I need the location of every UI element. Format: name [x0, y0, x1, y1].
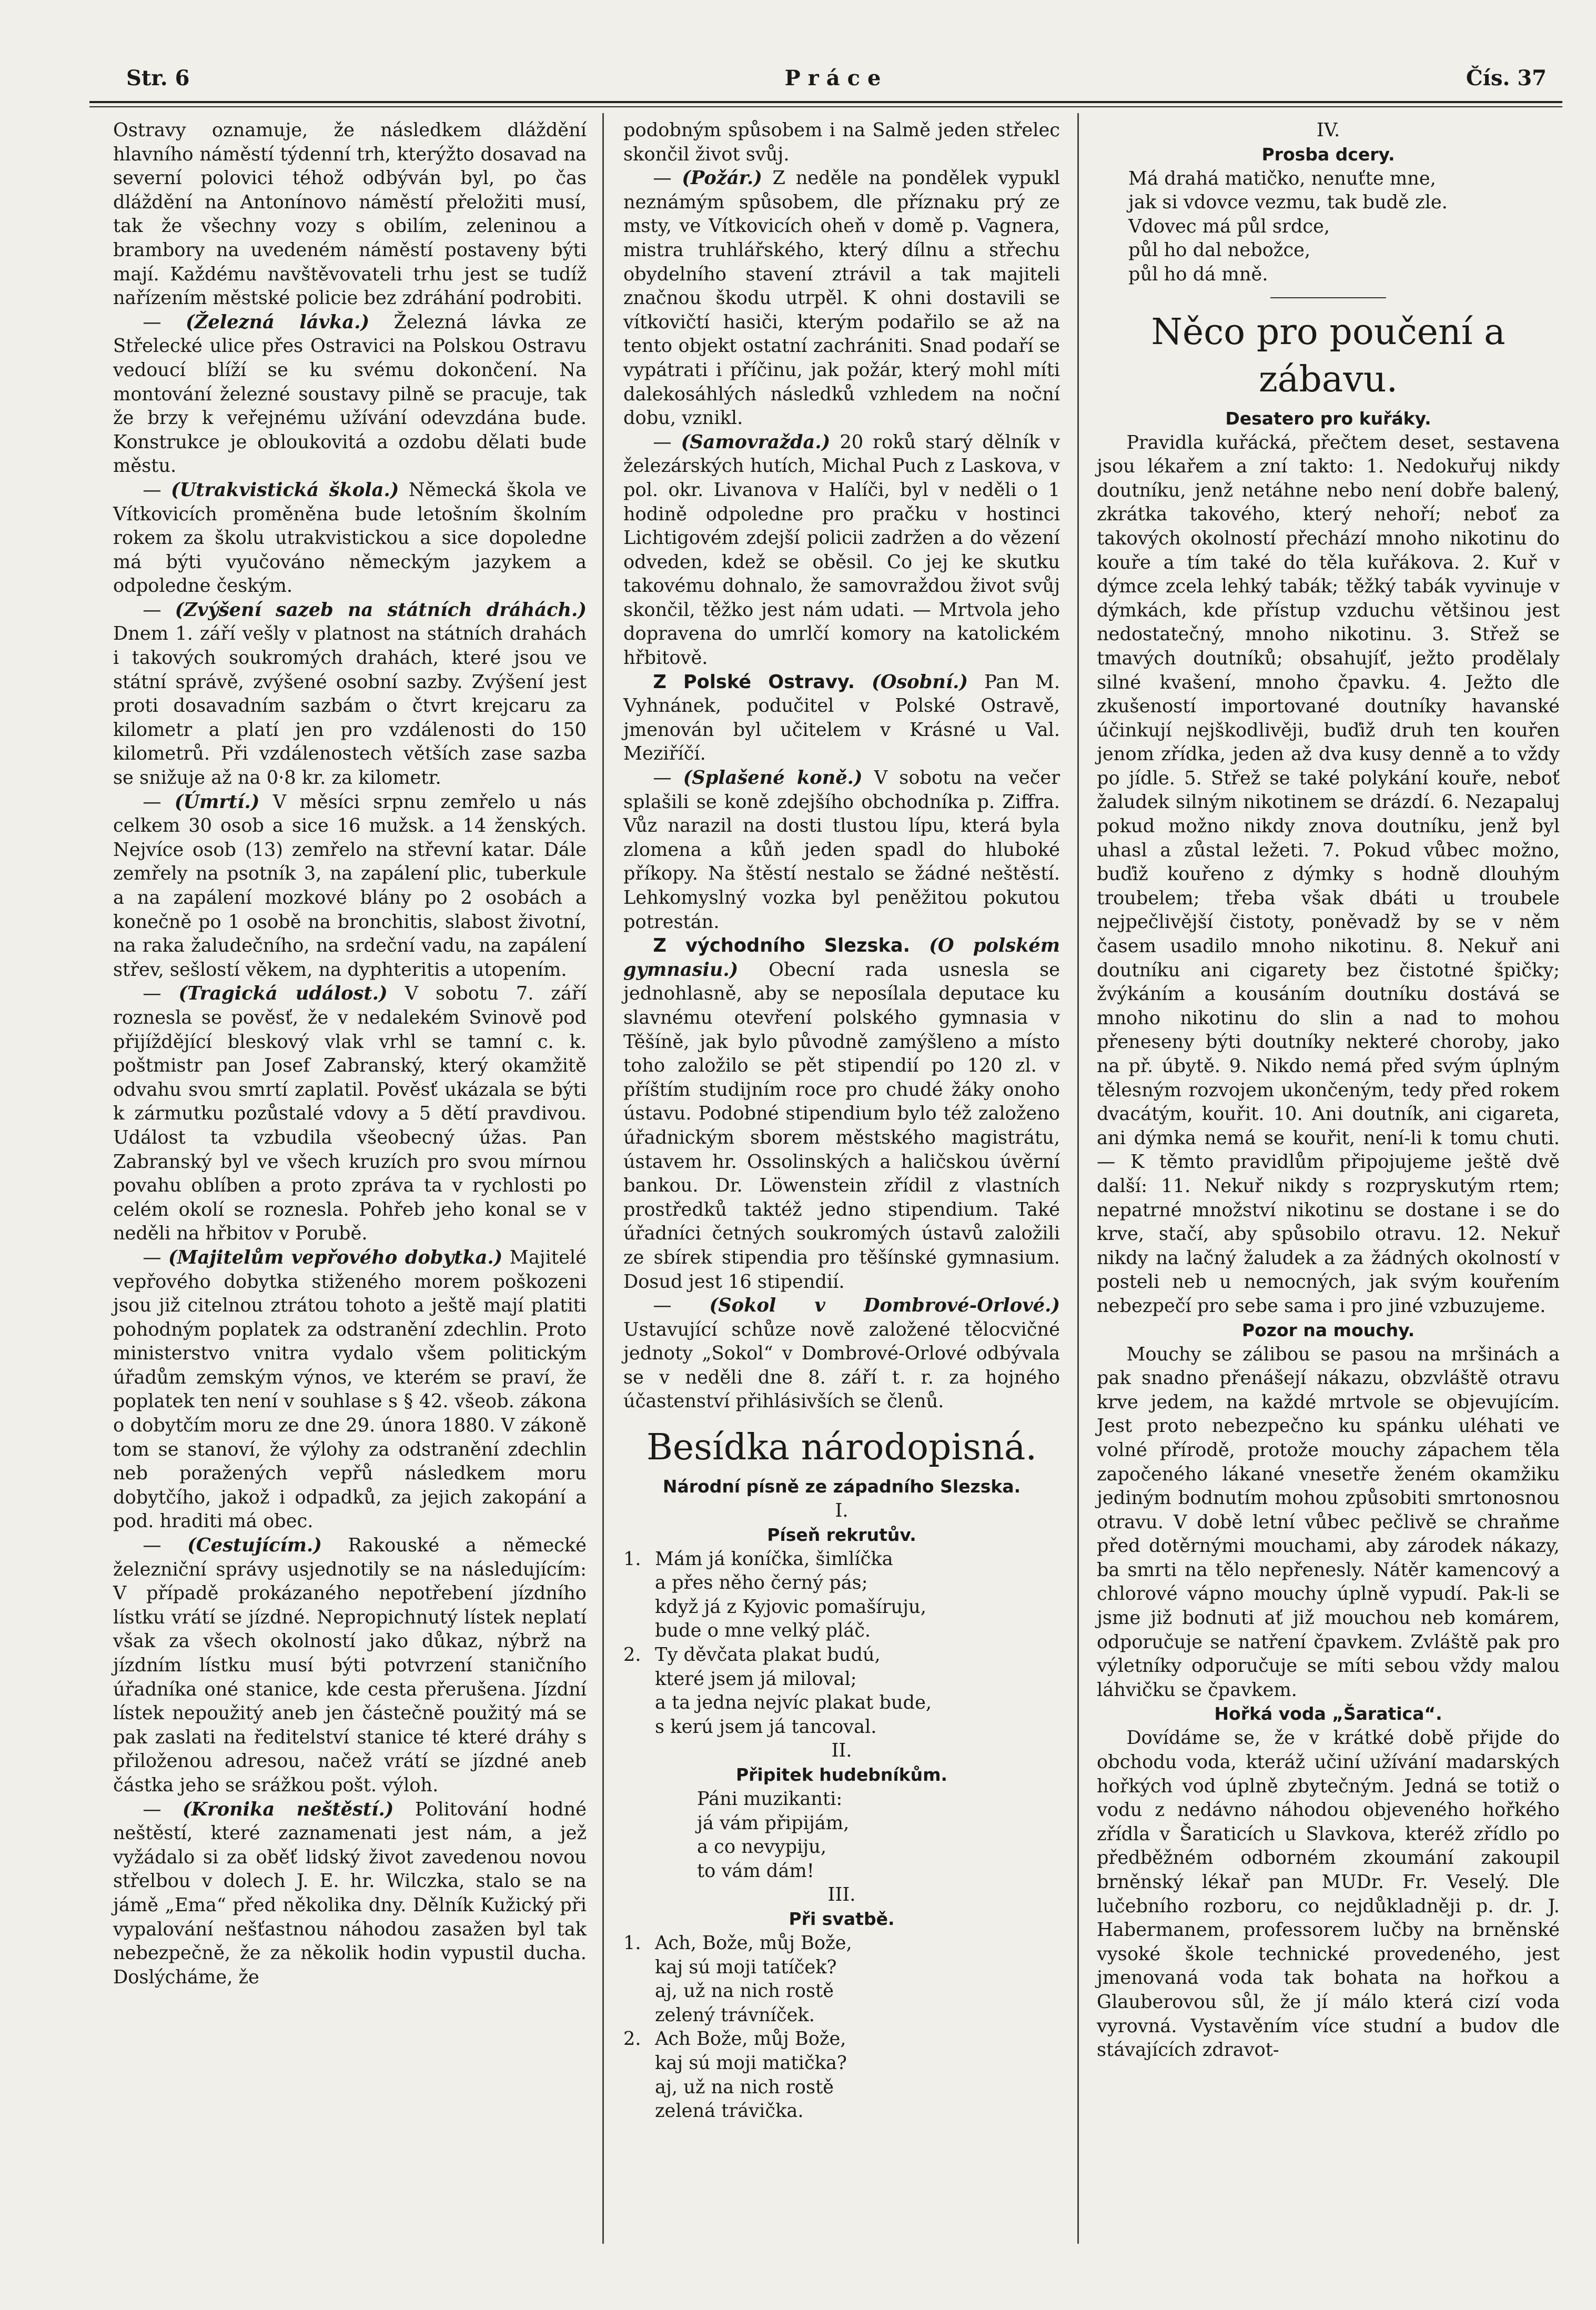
paragraph-text: Majitelé vepřového dobytka stiženého morem poškozeni jsou již citelnou ztrátou tohoto a ještě mají platiti pohodným poplatek za odstranění zdechlin. Proto ministerstvo vnitra vydalo všem politickým úřadům zemským výnos, ve kterém se praví, že poplatek ten není v souhlase s § 42. všeob. zákona o dobytčím moru ze dne 29. února 1880. V zákoně tom se stanoví, že výlohy za odstranění zdechlin neb poražených vepřů následkem moru dobytčího, jakož i odpadků, za jejich zakopání a pod. hraditi má obec. [113, 1246, 587, 1532]
poem-line: jak si vdovce vezmu, tak budě zle. [1128, 191, 1448, 214]
news-paragraph: — (Cestujícím.) Rakouské a německé železniční správy usjednotily se na následujícím: V případě prokázaného nepotřebení jízdního lístku vrátí se jízdné. Nepropichnutý lístek neplatí však za všech okolností jako důkaz, nýbrž na jízdním lístku musí býti potvrzení staničního úřadníka oné stanice, kde cesta přerušena. Jízdní lístek nepoužitý aneb jen částečně použitý má se pak zaslati na ředitelství stanice té které dráhy s přiloženou adresou, načež vrátí se jízdné aneb částka jeho se srážkou pošt. výloh. [113, 1535, 587, 1796]
verse-text: Ty děvčata plakat budú, [655, 1644, 881, 1666]
song-verse [623, 1931, 1060, 2027]
item-heading: (Sokol v Dombrové-Orlové.) [709, 1295, 1060, 1317]
item-heading: (Splašené koně.) [683, 767, 863, 789]
place-heading: Z Polské Ostravy. [653, 671, 872, 693]
paragraph-text: 20 roků starý dělník v železárských hutích, Michal Puch z Laskova, v pol. okr. Livanova v Halíči, byl v neděli o 1 hodině odpoledne pro pračku v hostinci Lichtigovém zdejší policii zadržen a do vězení odveden, kdež se oběsil. Co jej ke skutku takovému dohnalo, že samovraždou život svůj skončil, těžko jest nám udati. — Mrtvola jeho dopravena do umrlčí komory na katolickém hřbitově. [623, 431, 1060, 669]
verse-text: a přes něho černý pás; [655, 1572, 868, 1594]
verse-line [655, 1571, 1060, 1595]
news-paragraph: — (Splašené koně.) V sobotu na večer splašili se koně zdejšího obchodníka p. Ziffra. Vůz narazil na dosti tlustou lípu, která byla zlomena a kůň jeden spadl do hluboké příkopy. Na štěstí nestalo se žádné neštěstí. Lehkomyslný vozka byl peněžitou pokutou potrestán. [623, 767, 1060, 933]
issue-number: Čís. 37 [1466, 66, 1547, 90]
poem-line: půl ho dal nebožce, [1128, 239, 1311, 261]
article-title: Pozor na mouchy. [1241, 1319, 1415, 1340]
verse-text: a co nevypiju, [697, 1836, 827, 1858]
paragraph-text: Pan M. Vyhnánek, podučitel v Polské Ostravě, jmenován byl učitelem v Krásné u Val. Meziříčí. [623, 671, 1060, 765]
poem-line: Vdovec má půl srdce, [1128, 215, 1330, 237]
news-paragraph: — (Železná lávka.) Železná lávka ze Střelecké ulice přes Ostravici na Polskou Ostravu vedoucí blíží se ku svému dokončení. Na montování železné soustavy pilně se pracuje, tak že brzy k veřejnému užívání odevzdána bude. Konstrukce je obloukovitá a ozdobu dělati bude městu. [113, 311, 587, 477]
verse-line [655, 1715, 1060, 1739]
item-heading: (Úmrtí.) [174, 791, 260, 813]
item-heading: (Majitelům vepřového dobytka.) [168, 1246, 503, 1268]
item-heading: (Kronika neštěstí.) [182, 1798, 394, 1820]
paragraph-text: Ustavující schůze nově založené tělocvičné jednoty „Sokol“ v Dombrové-Orlové odbývala se v neděli dne 8. září t. r. za hojného účastenství přihlásivších se členů. [623, 1318, 1060, 1413]
verse-line [655, 1667, 1060, 1691]
news-paragraph: — (Kronika neštěstí.) Politování hodné neštěstí, které zaznamenati jest nám, a jež vyžádalo si za oběť lidský život zavedenou novou střelbou v dolech J. E. hr. Wilczka, stalo se na jámě „Ema“ před několika dny. Dělník Kužický při vypalování nešťastnou náhodou zasažen byl tak nebezpečně, že za několik hodin vypustil ducha. Doslýcháme, že [113, 1798, 587, 1988]
item-heading: (Osobní.) [872, 671, 968, 693]
verse-text: aj, už na nich rostě [655, 2076, 834, 2098]
song-verse [623, 2027, 1060, 2123]
verse-line [623, 1931, 1060, 1955]
verse-line [655, 1595, 1060, 1619]
item-heading: (O polském gymnasiu.) [623, 935, 1060, 981]
news-paragraph: — (Majitelům vepřového dobytka.) Majitelé vepřového dobytka stiženého morem poškozeni jsou již citelnou ztrátou tohoto a ještě mají platiti pohodným poplatek za odstranění zdechlin. Proto ministerstvo vnitra vydalo všem politickým úřadům zemským výnos, ve kterém se praví, že poplatek ten není v souhlase s § 42. všeob. zákona o dobytčím moru ze dne 29. února 1880. V zákoně tom se stanoví, že výlohy za odstranění zdechlin neb poražených vepřů následkem moru dobytčího, jakož i odpadků, za jejich zakopání a pod. hraditi má obec. [113, 1246, 587, 1532]
verse-line [697, 1811, 1060, 1835]
verse-line [655, 2099, 1060, 2123]
paragraph-text: Ostravy oznamuje, že následkem dláždění hlavního náměstí týdenní trh, kterýžto dosavad na severní polovici téhož odbýván byl, po čas dláždění na Antonínovo náměstí přeložiti musí, tak že všechny vozy s obilím, zeleninou a brambory na uvedeném náměstí postaveny býti mají. Každému navštěvovateli trhu jest se tudíž nařízením městské policie bez zdráhání podrobiti. [113, 119, 587, 309]
column-divider-2 [1077, 113, 1079, 2244]
verse-line [623, 1643, 1060, 1667]
verse-line [655, 1691, 1060, 1715]
column-2 [623, 118, 1060, 2123]
verse-line [655, 1979, 1060, 2003]
paragraph-text: V sobotu 7. září roznesla se pověsť, že v nedalekém Svinově pod přijíždějící bleskový vlak vrhl se tamní c. k. poštmistr pan Josef Zabranský, který okamžitě odvahu svou smrtí zaplatil. Pověsť ukázala se býti k zármutku pozůstalé vdovy a 5 dětí pravdivou. Událost ta vzbudila všeobecný úžas. Pan Zabranský byl ve všech kruzích pro svou mírnou povahu oblíben a proto zpráva ta v rychlosti po celém okolí se roznesla. Pohřeb jeho konal se v neděli na hřbitov v Porubě. [113, 983, 587, 1245]
page-number: Str. 6 [126, 66, 190, 90]
verse-line [623, 2027, 1060, 2051]
verse-line [655, 1619, 1060, 1643]
song-number: III. [827, 1884, 856, 1906]
verse-text: Ach Bože, můj Bože, [655, 2028, 846, 2050]
column-3 [1097, 118, 1560, 2062]
column-divider-1 [602, 113, 604, 2244]
verse-number: 2. [623, 1644, 641, 1666]
verse-text: s kerú jsem já tancoval. [655, 1716, 877, 1738]
paragraph-text: Dnem 1. září vešly v platnost na státních drahách i takových soukromých drahách, které jsou ve státní správě, zvýšené osobní sazby. Zvýšení jest proti dosavadním sazbám o čtvrt krejcaru za kilometr a platí jen pro vzdálenosti do 150 kilometrů. Při vzdálenostech větších zase sazba se snižuje až na 0·8 kr. za kilometr. [113, 623, 587, 789]
section-title: Besídka národopisná. [646, 1427, 1037, 1469]
newspaper-title: Práce [784, 66, 888, 90]
paragraph-text: V sobotu na večer splašili se koně zdejšího obchodníka p. Ziffra. Vůz narazil na dosti tlustou lípu, která byla zlomena a kůň jeden spadl do hluboké příkopy. Na štěstí nestalo se žádné neštěstí. Lehkomyslný vozka byl peněžitou pokutou potrestán. [623, 767, 1060, 933]
news-paragraph: — (Utrakvistická škola.) Německá škola ve Vítkovicích proměněna bude letošním školním rokem za školu utrakvistickou a sice dopoledne má býti vyučováno německým jazykem a odpoledne českým. [113, 479, 587, 597]
verse-line [655, 1955, 1060, 1980]
poem-line: půl ho dá mně. [1128, 263, 1268, 285]
article-title: Hořká voda „Šaratica“. [1214, 1703, 1442, 1724]
verse-line [697, 1835, 1060, 1859]
verse-text: Páni muzikanti: [697, 1788, 843, 1810]
verse-text: a ta jedna nejvíc plakat bude, [655, 1692, 932, 1714]
verse-line [697, 1859, 1060, 1883]
poem-number: IV. [1316, 119, 1340, 141]
news-paragraph: — (Zvýšení sazeb na státních dráhách.) Dnem 1. září vešly v platnost na státních drahách i takových soukromých drahách, které jsou ve státní správě, zvýšené osobní sazby. Zvýšení jest proti dosavadním sazbám o čtvrt krejcaru za kilometr a platí jen pro vzdálenosti do 150 kilometrů. Při vzdálenostech větších zase sazba se snižuje až na 0·8 kr. za kilometr. [113, 599, 587, 789]
news-paragraph [623, 670, 1060, 766]
poem-body [1097, 167, 1560, 287]
song-verse [623, 1787, 1060, 1883]
verse-number: 1. [623, 1548, 641, 1570]
verse-text: bude o mne velký pláč. [655, 1620, 871, 1642]
news-paragraph: — (Požár.) Z neděle na pondělek vypukl neznámým spůsobem, dle příznaku prý ze msty, ve Vítkovicích oheň v domě p. Vagnera, mistra truhlářského, který dílnu a střechu obydelního stavení ztrávil a tak majiteli značnou škodu utrpěl. K ohni dostavili se vítkovičtí hasiči, kterým podařilo se až na tento objekt ostatní zachrániti. Snad podaří se vypátrati i příčinu, jak požár, který mohl míti dalekosáhlých následků vzhledem na noční dobu, vznikl. [623, 167, 1060, 429]
item-heading: (Samovražda.) [681, 431, 831, 453]
poem-line: Má drahá matičko, nenuťte mne, [1128, 167, 1436, 189]
song-title: Připitek hudebníkům. [735, 1764, 948, 1785]
article-paragraph: Mouchy se zálibou se pasou na mršinách a pak snadno přenášejí nákazu, obzvláště otravu krve jedem, na každé mrtvole se objevujícím. Jest proto nebezpečno ku spánku uléhati ve volné přírodě, protože mouchy zápachem těla započeného lákané vnesetře ženém okamžiku jediným bodnutím mohou způsobiti smrtonosnou otravu. V době letní vůbec pečlivě se chraňme před dotěrnými mouchami, aby zárodek nákazy, ba smrti na tělo nepřenesly. Nátěr kamencový a chlorové vápno mouchy úplně vypudí. Pak-li se jsme již bodnuti ať již mouchou neb komárem, odporučuje se natření čpavkem. Zvláště pak pro výletníky odporučuje se míti sebou vždy malou láhvičku se čpavkem. [1097, 1343, 1560, 1701]
verse-text: to vám dám! [697, 1860, 814, 1882]
header-rule [89, 101, 1562, 103]
news-paragraph: — (Sokol v Dombrové-Orlové.) Ustavující schůze nově založené tělocvičné jednoty „Sokol“ v Dombrové-Orlové odbývala se v neděli dne 8. září t. r. za hojného účastenství přihlásivších se členů. [623, 1295, 1060, 1413]
verse-number: 2. [623, 2028, 641, 2050]
paragraph-text: Politování hodné neštěstí, které zaznamenati jest nám, a jež vyžádalo si za oběť lidský život zavedenou novou střelbou v dolech J. E. hr. Wilczka, stalo se na jámě „Ema“ před několika dny. Dělník Kužický při vypalování nešťastnou náhodou zasažen byl tak nebezpečně, že za několik hodin vypustil ducha. Doslýcháme, že [113, 1798, 587, 1988]
song-title: Při svatbě. [789, 1908, 895, 1929]
article-title: Desatero pro kuřáky. [1225, 408, 1431, 429]
verse-text: já vám připijám, [697, 1812, 850, 1834]
paragraph-text: Rakouské a německé železniční správy usjednotily se na následujícím: V případě prokázaného nepotřebení jízdního lístku vrátí se jízdné. Nepropichnutý lístek neplatí však za všech okolností jako důkaz, nýbrž na jízdním lístku musí býti potvrzení staničního úřadníka oné stanice, kde cesta přerušena. Jízdní lístek nepoužitý aneb jen částečně použitý má se pak zaslati na ředitelství stanice té které dráhy s přiloženou adresou, načež vrátí se jízdné aneb částka jeho se srážkou pošt. výloh. [113, 1535, 587, 1796]
paragraph-text: podobným spůsobem i na Salmě jeden střelec skončil život svůj. [623, 119, 1060, 165]
song-number: I. [835, 1500, 848, 1522]
verse-text: kaj sú moji tatíček? [655, 1956, 837, 1978]
item-heading: (Tragická událost.) [178, 983, 388, 1005]
verse-text: když já z Kyjovic pomašíruju, [655, 1596, 926, 1618]
news-paragraph: — (Tragická událost.) V sobotu 7. září roznesla se pověsť, že v nedalekém Svinově pod přijíždějící bleskový vlak vrhl se tamní c. k. poštmistr pan Josef Zabranský, který okamžitě odvahu svou smrtí zaplatil. Pověsť ukázala se býti k zármutku pozůstalé vdovy a 5 dětí pravdivou. Událost ta vzbudila všeobecný úžas. Pan Zabranský byl ve všech kruzích pro svou mírnou povahu oblíben a proto zpráva ta v rychlosti po celém okolí se roznesla. Pohřeb jeho konal se v neděli na hřbitov v Porubě. [113, 983, 587, 1245]
item-heading: (Železná lávka.) [186, 311, 370, 333]
verse-text: aj, už na nich rostě [655, 1980, 834, 2002]
news-paragraph [113, 118, 587, 310]
song-title: Píseň rekrutův. [767, 1524, 916, 1545]
verse-text: zelená trávička. [655, 2100, 804, 2122]
verse-text: kaj sú moji matička? [655, 2052, 847, 2074]
news-paragraph [623, 118, 1060, 166]
verse-text: Ach, Bože, můj Bože, [655, 1932, 852, 1954]
news-paragraph [623, 934, 1060, 1294]
article-paragraph: Pravidla kuřácká, přečtem deset, sestavena jsou lékařem a zní takto: 1. Nedokuřuj nikdy doutníku, jenž netáhne nebo není dobře balený, zkrátka takového, který nehoří; neboť za takových okolností přechází mnoho nikotinu do kouře a tím také do těla kuřákova. 2. Kuř v dýmce zcela lehký tabák; těžký tabák vyvinuje v dýmkách, kde přístup vzduchu většinou jest nedostatečný, mnoho nikotinu. 3. Střež se tmavých doutníků; obsahujíť, ježto prodělaly silné kvašení, mnoho čpavku. 4. Ježto dle zkušeností importované doutníky havanské účinkují nejškodlivěji, buďiž druh ten kouřen jenom zřídka, jeden až dva kusy denně a to vždy po jídle. 5. Střež se také polykání kouře, neboť žaludek silným nikotinem se drázdí. 6. Nezapaluj pokud možno nikdy znova doutníku, jenž byl uhasl a zůstal ležeti. 7. Pokud vůbec možno, buďiž kouřeno z dýmky s hodně dlouhým troubelem; třeba však dbáti u troubele nejpečlivější čistoty, poněvadž by se v něm časem usadilo mnoho nikotinu. 8. Nekuř ani doutníku ani cigarety bez čistotné špičky; žvýkáním a kousáním doutníku dostává se mnoho nikotinu do slin a nad to mohou přeneseny býti doutníky nekteré choroby, jako na př. úbytě. 9. Nikdo nemá před svým úplným tělesným rozvojem ukončeným, tedy před rokem dvacátým, kouřit. 10. Ani doutník, ani cigareta, ani dýmka nemá se kouřit, není-li k tomu chuti. — K těmto pravidlům připojujeme ještě dvě další: 11. Nekuř nikdy s rozpryskutým rtem; nepatrné množství nikotinu se dostane i se do krve, stačí, aby spůsobilo otravu. 12. Nekuř nikdy na lačný žaludek a za žádných okolností v posteli neb u nemocných, jak svým kouřením nebezpečí pro sebe sama i pro jiné vzbuzujeme. [1097, 431, 1560, 1317]
news-paragraph: — (Úmrtí.) V měsíci srpnu zemřelo u nás celkem 30 osob a sice 16 mužsk. a 14 ženských. Nejvíce osob (13) zemřelo na střevní katar. Dále zemřely na psotník 3, na zapálení plic, tuberkule a na zapálení mozkové blány po 2 osobách a konečně po 1 osobě na bronchitis, slabost životní, na raka žaludečního, na srdeční vadu, na zapálení střev, sešlostí věkem, na dyphteritis a utopením. [113, 791, 587, 981]
paragraph-text: Z neděle na pondělek vypukl neznámým spůsobem, dle příznaku prý ze msty, ve Vítkovicích oheň v domě p. Vagnera, mistra truhlářského, který dílnu a střechu obydelního stavení ztrávil a tak majiteli značnou škodu utrpěl. K ohni dostavili se vítkovičtí hasiči, kterým podařilo se až na tento objekt ostatní zachrániti. Snad podaří se vypátrati i příčinu, jak požár, který mohl míti dalekosáhlých následků vzhledem na noční dobu, vznikl. [623, 167, 1060, 429]
verse-line [655, 2075, 1060, 2100]
verse-text: Mám já koníčka, šimlíčka [655, 1548, 893, 1570]
verse-number: 1. [623, 1932, 641, 1954]
item-heading: (Zvýšení sazeb na státních dráhách.) [175, 599, 587, 621]
place-heading: Z východního Slezska. [653, 935, 930, 957]
song-verse [623, 1547, 1060, 1643]
section-subtitle: Národní písně ze západního Slezska. [662, 1476, 1021, 1497]
song-verse [623, 1643, 1060, 1739]
verse-line [655, 2051, 1060, 2075]
paragraph-text: V měsíci srpnu zemřelo u nás celkem 30 osob a sice 16 mužsk. a 14 ženských. Nejvíce osob (13) zemřelo na střevní katar. Dále zemřely na psotník 3, na zapálení plic, tuberkule a na zapálení mozkové blány po 2 osobách a konečně po 1 osobě na bronchitis, slabost životní, na raka žaludečního, na srdeční vadu, na zapálení střev, sešlostí věkem, na dyphteritis a utopením. [113, 791, 587, 981]
article-paragraph: Dovídáme se, že v krátké době přijde do obchodu voda, kteráž učiní užívání madarských hořkých vod úplně zbytečným. Jedná se totiž o vodu z nedávno náhodou objeveného hořkého zřídla v Šaraticích u Slavkova, kteréž zřídlo po předběžném odborném zkoumání zakoupil brněnský lékař pan MUDr. Fr. Veselý. Dle lučebního rozboru, co nejdůkladněji p. dr. J. Habermanem, professorem lučby na brněnské vysoké škole technické provedeného, jest jmenovaná voda tak bohata na hořkou a Glauberovou sůl, že jí málo která cizí voda vyrovná. Vystavěním více studní a budov dle stávajících zdravot- [1097, 1727, 1560, 2061]
poem-title: Prosba dcery. [1261, 144, 1395, 165]
verse-line [655, 2003, 1060, 2027]
column-1 [113, 118, 587, 1989]
verse-line [697, 1787, 1060, 1811]
header-rule-thin [89, 106, 1562, 107]
section-title: Něco pro poučení a zábavu. [1151, 311, 1506, 400]
news-paragraph: — (Samovražda.) 20 roků starý dělník v železárských hutích, Michal Puch z Laskova, v pol. okr. Livanova v Halíči, byl v neděli o 1 hodině odpoledne pro pračku v hostinci Lichtigovém zdejší policii zadržen a do vězení odveden, kdež se oběsil. Co jej ke skutku takovému dohnalo, že samovraždou život svůj skončil, těžko jest nám udati. — Mrtvola jeho dopravena do umrlčí komory na katolickém hřbitově. [623, 431, 1060, 669]
divider [1270, 297, 1386, 298]
item-heading: (Cestujícím.) [187, 1535, 322, 1557]
verse-text: zelený trávníček. [655, 2004, 815, 2026]
verse-text: které jsem já miloval; [655, 1668, 857, 1690]
paragraph-text: Železná lávka ze Střelecké ulice přes Ostravici na Polskou Ostravu vedoucí blíží se ku svému dokončení. Na montování železné soustavy pilně se pracuje, tak že brzy k veřejnému užívání odevzdána bude. Konstrukce je obloukovitá a ozdobu dělati bude městu. [113, 311, 587, 477]
verse-line [623, 1547, 1060, 1571]
song-number: II. [831, 1740, 852, 1762]
page-header [126, 66, 1547, 97]
paragraph-text: Obecní rada usnesla se jednohlasně, aby se neposílala deputace ku slavnému otevření polského gymnasia v Těšíně, jak bylo původně zamýšleno a místo toho založilo se pět stipendií po 120 zl. v příštím studijním roce pro chudé žáky onoho ústavu. Podobné stipendium bylo též založeno úřadnickým sborem městského magistrátu, ústavem hr. Ossolinských a haličskou úvěrní bankou. Dr. Löwenstein zřídil z vlastních prostředků taktéž jedno stipendium. Také úřadníci četných soukromých ústavů založili ze sbírek stipendia pro těšínské gymnasium. Dosud jest 16 stipendií. [623, 959, 1060, 1293]
item-heading: (Požár.) [682, 167, 762, 189]
paragraph-text: Německá škola ve Vítkovicích proměněna bude letošním školním rokem za školu utrakvistickou a sice dopoledne má býti vyučováno německým jazykem a odpoledne českým. [113, 479, 587, 597]
item-heading: (Utrakvistická škola.) [170, 479, 399, 501]
